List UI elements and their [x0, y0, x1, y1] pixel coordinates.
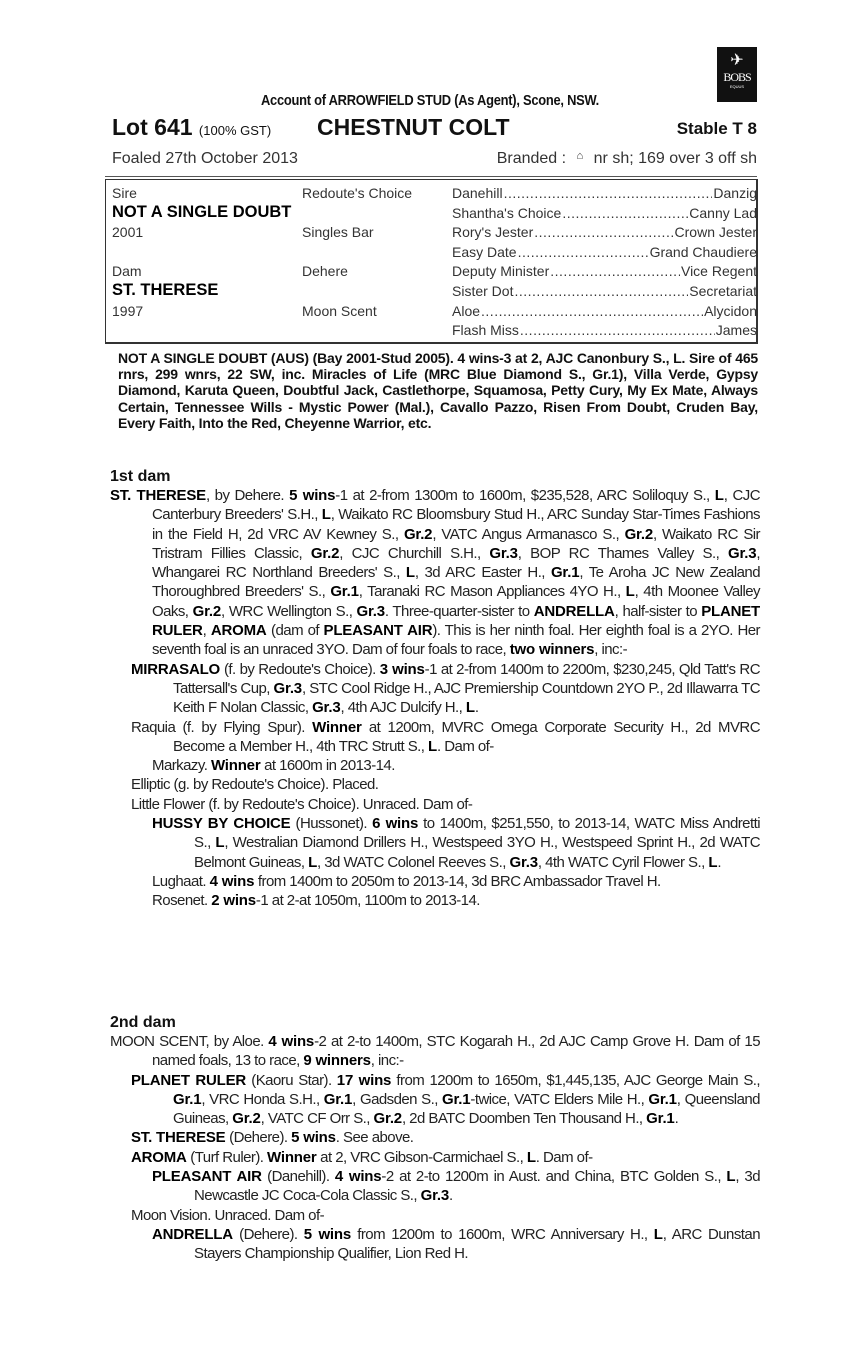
bold-text: Gr.3 — [420, 1187, 450, 1205]
bold-text: 9 winners — [303, 1052, 371, 1070]
bold-text: PLEASANT AIR — [323, 622, 433, 640]
dot-leader — [534, 224, 673, 240]
section-heading: 1st dam — [110, 468, 171, 485]
bold-text: L — [321, 506, 331, 524]
bold-text: Gr.2 — [232, 1110, 261, 1128]
pedigree-gen3-row — [452, 263, 757, 279]
bold-text: PLEASANT AIR — [152, 1168, 262, 1186]
text: , 2d BATC Doomben Ten Thousand H., — [401, 1110, 647, 1128]
text: , Queensland Guineas, — [173, 1090, 760, 1128]
dam-section — [110, 468, 760, 911]
progeny-entry — [110, 1206, 760, 1225]
lot-number: Lot 641 — [112, 114, 193, 140]
text: , VATC CF Orr S., — [260, 1110, 374, 1128]
text: from 1200m to 1650m, $1,445,135, AJC George Main S., — [391, 1071, 761, 1089]
bold-text: 3 wins — [379, 660, 425, 678]
text: , 3d Newcastle JC Coca-Cola Classic S., — [194, 1168, 761, 1205]
text: at 1200m, MVRC Omega Corporate Security H., 2d MVRC Become a Member H., 4th TRC Strutt S., — [173, 718, 760, 755]
bold-text: 17 wins — [336, 1071, 392, 1089]
text: -2 at 2-to 1200m in Aust. and China, BTC Golden S., — [381, 1168, 727, 1186]
progeny-entry — [110, 814, 760, 872]
bold-text: L — [465, 699, 475, 717]
text: (Dehere). — [232, 1225, 304, 1243]
bold-text: Gr.3 — [312, 699, 341, 717]
progeny-entry — [110, 718, 760, 757]
sire-name: NOT A SINGLE DOUBT — [112, 203, 292, 221]
text: , Westralian Diamond Drillers H., Westspeed 3YO H., Westspeed Sprint H., 2d WATC Belmont Guineas, — [194, 834, 760, 871]
text: . See above. — [335, 1129, 414, 1147]
text: . Three-quarter-sister to — [384, 602, 534, 620]
text: -1 at 2-at 1050m, 1100m to 2013-14. — [255, 892, 480, 910]
text: , CJC Churchill S.H., — [339, 544, 490, 562]
bold-text: Gr.1 — [323, 1090, 353, 1108]
brand-info — [497, 150, 757, 168]
ancestor-sire: Grand Chaudiere — [649, 243, 757, 260]
ancestor-sire: Crown Jester — [674, 224, 757, 241]
text: , CJC Canterbury Breeders' S.H., — [152, 487, 760, 524]
text: Elliptic (g. by Redoute's Choice). Placed. — [131, 776, 379, 794]
text: , by Dehere. — [205, 487, 290, 504]
bold-text: Gr.2 — [373, 1110, 402, 1128]
bold-text: Gr.3 — [727, 544, 757, 562]
pedigree-table — [105, 179, 758, 344]
bold-text: 5 wins — [291, 1129, 336, 1147]
dam-dam: Moon Scent — [302, 303, 377, 319]
ancestor-name: Aloe — [452, 302, 481, 319]
text: Rosenet. — [152, 892, 212, 910]
text: . Dam of- — [535, 1148, 593, 1166]
ancestor-name: Flash Miss — [452, 322, 519, 339]
progeny-entry — [110, 660, 760, 718]
ancestor-name: Rory's Jester — [452, 224, 534, 241]
text: , 3d ARC Easter H., — [414, 564, 551, 582]
gst-note: (100% GST) — [198, 123, 272, 138]
bold-text: Gr.1 — [550, 564, 580, 582]
bold-text: 4 wins — [268, 1033, 315, 1050]
text: (dam of — [266, 622, 324, 640]
text: . — [674, 1110, 679, 1128]
text: Little Flower (f. by Redoute's Choice). Unraced. Dam of- — [131, 795, 473, 813]
progeny-entry — [110, 891, 760, 910]
text: -1 at 2-from 1400m to 2200m, $230,245, Qld Tatt's RC Tattersall's Cup, — [173, 660, 761, 697]
dam-section — [110, 1014, 760, 1264]
text: . — [449, 1187, 453, 1205]
text: (Turf Ruler). — [186, 1148, 268, 1166]
text: , BOP RC Thames Valley S., — [517, 544, 728, 562]
text: -twice, VATC Elders Mile H., — [470, 1090, 649, 1108]
text: from 1400m to 2050m to 2013-14, 3d BRC Ambassador Travel H. — [254, 872, 661, 890]
text: , inc:- — [370, 1052, 404, 1070]
dam-year: 1997 — [112, 303, 144, 319]
text: . — [717, 853, 721, 871]
text: Lughaat. — [152, 872, 210, 890]
stable-location: Stable T 8 — [676, 119, 757, 138]
ancestor-name: Danehill — [452, 185, 503, 201]
bold-text: Gr.3 — [356, 602, 385, 620]
pedigree-gen3-row — [452, 244, 757, 260]
sire-summary: NOT A SINGLE DOUBT (AUS) (Bay 2001-Stud 2005). 4 wins-3 at 2, AJC Canonbury S., L. Sire of 465 rnrs, 299 wnrs, 22 SW, inc. Miracles of Life (MRC Blue Diamond S., Gr.1), Villa Verde, Gypsy Diamond, Karuta Queen, Doubtful Jack, Castlethorpe, Squamosa, Petty Cury, My Ex Mate, Always Certain, Tennessee Wills - Mystic Power (Mal.), Cavallo Pazzo, Risen From Doubt, Cruden Bay, Every Faith, Into the Red, Cheyenne Warrior, etc. — [118, 350, 758, 431]
bold-text: Gr.1 — [646, 1110, 675, 1128]
bold-text: Gr.2 — [624, 525, 653, 543]
bold-text: Gr.3 — [509, 853, 538, 871]
bold-text: MIRRASALO — [131, 660, 221, 678]
bold-text: Winner — [312, 718, 362, 736]
text: , 4th WATC Cyril Flower S., — [537, 853, 709, 871]
text: , VATC Angus Armanasco S., — [432, 525, 625, 543]
horse-bird-icon: ✈ — [730, 52, 744, 69]
branded-label: Branded : — [496, 150, 567, 167]
bold-text: Gr.2 — [403, 525, 433, 543]
ancestor-name: Deputy Minister — [452, 263, 550, 280]
pedigree-gen3-row — [452, 322, 757, 338]
text: Raquia (f. by Flying Spur). — [131, 718, 313, 736]
text: -1 at 2-from 1300m to 1600m, $235,528, ARC Soliloquy S., — [335, 487, 715, 504]
brand-mark-icon: ⌂ — [576, 150, 584, 162]
text: , Te Aroha JC New Zealand Thoroughbred Breeders' S., — [152, 564, 760, 601]
progeny-entry — [110, 1148, 760, 1167]
pedigree-gen3-row — [452, 185, 757, 201]
bold-text: L — [308, 853, 318, 871]
text: ). This is her ninth foal. Her eighth foal is a 2YO. Her seventh foal is an unraced 3YO. Dam of four foals to race, — [152, 622, 760, 659]
text: at 2, VRC Gibson-Carmichael S., — [316, 1148, 527, 1166]
dam-name: ST. THERESE — [112, 281, 219, 299]
bold-text: AROMA — [131, 1148, 187, 1166]
pedigree-gen3-row — [452, 205, 757, 221]
lot-description: CHESTNUT COLT — [317, 114, 510, 140]
sire-dam: Singles Bar — [302, 224, 374, 240]
bold-text: HUSSY BY CHOICE — [152, 815, 291, 833]
logo-subtext: EQUUS — [729, 84, 745, 89]
ancestor-sire: Secretariat — [689, 283, 757, 299]
progeny-entry — [110, 775, 760, 794]
ancestor-sire: Danzig — [713, 185, 757, 201]
text: -2 at 2-to 1400m, STC Kogarah H., 2d AJC Camp Grove H. Dam of 15 named foals, 13 to race, — [152, 1033, 760, 1070]
pedigree-gen3-row — [452, 283, 757, 299]
text: , WRC Wellington S., — [221, 602, 357, 620]
bold-text: 2 wins — [211, 892, 256, 910]
bold-text: Gr.1 — [330, 583, 359, 601]
pedigree-gen3-row — [452, 303, 757, 319]
bold-text: Gr.3 — [273, 679, 302, 697]
progeny-entry — [110, 1071, 760, 1129]
bold-text: Gr.1 — [648, 1090, 677, 1108]
bold-text: two winners — [509, 641, 595, 659]
text: , half-sister to — [614, 602, 702, 620]
branded-value: nr sh; 169 over 3 off sh — [593, 150, 757, 167]
lot-header — [112, 114, 757, 142]
text: (Danehill). — [261, 1168, 335, 1186]
text: , ARC Dunstan Stayers Championship Qualifier, Lion Red H. — [194, 1225, 760, 1263]
bold-text: 5 wins — [303, 1225, 351, 1243]
bold-text: Winner — [267, 1148, 317, 1166]
bold-text: PLANET RULER — [152, 602, 761, 640]
bold-text: L — [708, 853, 718, 871]
ancestor-sire: James — [715, 322, 757, 339]
text: MOON SCENT, by Aloe. — [110, 1033, 269, 1050]
text: , 3d WATC Colonel Reeves S., — [317, 853, 510, 871]
ancestor-name: Sister Dot — [452, 283, 514, 299]
text: , 4th Moonee Valley Oaks, — [152, 583, 760, 620]
bold-text: Gr.1 — [442, 1090, 471, 1108]
divider — [105, 176, 757, 177]
text: , Taranaki RC Mason Appliances 4YO H., — [358, 583, 626, 601]
dot-leader — [518, 244, 649, 260]
dam-sire: Dehere — [302, 263, 348, 279]
bold-text: L — [215, 834, 225, 852]
text: , Waikato RC Sir Tristram Fillies Classic, — [152, 525, 761, 562]
logo-text: BOBS — [723, 70, 751, 84]
bold-text: 4 wins — [334, 1168, 382, 1186]
dot-leader — [520, 322, 715, 338]
bold-text: ST. THERESE — [110, 487, 206, 504]
bold-text: L — [428, 737, 438, 755]
bold-text: 6 wins — [372, 815, 419, 833]
ancestor-name: Easy Date — [452, 243, 517, 260]
pedigree-gen3-row — [452, 224, 757, 240]
text: , Gadsden S., — [352, 1090, 443, 1108]
lot-number-wrap — [112, 114, 271, 141]
progeny-entry — [110, 872, 760, 891]
bold-text: Gr.3 — [489, 544, 518, 562]
sire-sire: Redoute's Choice — [302, 185, 413, 201]
bold-text: L — [625, 583, 635, 601]
dot-leader — [514, 283, 688, 299]
text: . Dam of- — [437, 737, 494, 755]
bold-text: Gr.2 — [192, 602, 222, 620]
text: Moon Vision. Unraced. Dam of- — [131, 1206, 325, 1224]
bold-text: L — [714, 487, 724, 504]
ancestor-sire: Vice Regent — [680, 263, 757, 280]
bold-text: L — [526, 1148, 536, 1166]
text: , — [202, 622, 211, 640]
bold-text: Gr.1 — [173, 1090, 202, 1108]
progeny-entry — [110, 795, 760, 814]
ancestor-sire: Canny Lad — [689, 204, 757, 221]
bold-text: Gr.2 — [310, 544, 340, 562]
text: , Whangarei RC Northland Breeders' S., — [152, 544, 760, 582]
text: at 1600m in 2013-14. — [260, 757, 395, 775]
dot-leader — [481, 303, 703, 319]
text: (Dehere). — [225, 1129, 292, 1147]
bold-text: PLANET RULER — [131, 1071, 247, 1089]
bold-text: Winner — [210, 757, 261, 775]
text: , Waikato RC Bloomsbury Stud H., ARC Sunday Star-Times Fashions in the Field H, 2d VRC AV Kewney S., — [152, 506, 760, 543]
text: , VRC Honda S.H., — [201, 1090, 324, 1108]
sire-year: 2001 — [112, 224, 144, 240]
dot-leader — [504, 185, 713, 201]
sire-label: Sire — [112, 185, 137, 201]
progeny-entry — [110, 1167, 760, 1206]
bold-text: L — [405, 564, 415, 582]
progeny-entry — [110, 1128, 760, 1147]
text: (f. by Redoute's Choice). — [220, 660, 380, 678]
bold-text: ST. THERESE — [131, 1129, 226, 1147]
vendor-account: Account of ARROWFIELD STUD (As Agent), Scone, NSW. — [260, 92, 600, 109]
progeny-entry — [110, 1225, 760, 1264]
foaling-date: Foaled 27th October 2013 — [112, 150, 298, 167]
bold-text: AROMA — [210, 622, 267, 640]
dot-leader — [550, 263, 680, 279]
progeny-entry — [110, 756, 760, 775]
section-heading: 2nd dam — [110, 1014, 176, 1031]
progeny-entry — [110, 486, 760, 660]
text: from 1200m to 1600m, WRC Anniversary H., — [351, 1225, 654, 1243]
text: . — [474, 699, 479, 717]
dot-leader — [562, 205, 688, 221]
text: to 1400m, $251,550, to 2013-14, WATC Miss Andretti S., — [194, 815, 760, 852]
text: Markazy. — [152, 757, 211, 775]
bold-text: L — [726, 1168, 736, 1186]
text: (Kaoru Star). — [246, 1071, 337, 1089]
progeny-entry — [110, 1032, 760, 1071]
ancestor-sire: Alycidon — [704, 302, 757, 319]
text: (Hussonet). — [290, 815, 373, 833]
bold-text: L — [653, 1225, 663, 1243]
bold-text: ANDRELLA — [152, 1225, 233, 1243]
ancestor-name: Shantha's Choice — [452, 204, 562, 221]
text: , inc:- — [594, 641, 628, 659]
bold-text: ANDRELLA — [533, 602, 615, 620]
text: , 4th AJC Dulcify H., — [340, 699, 466, 717]
dam-label: Dam — [112, 263, 142, 279]
bold-text: 4 wins — [209, 872, 255, 890]
text: , STC Cool Ridge H., AJC Premiership Countdown 2YO P., 2d Illawarra TC Keith F Nolan Classic, — [173, 679, 760, 717]
bold-text: 5 wins — [289, 487, 336, 504]
